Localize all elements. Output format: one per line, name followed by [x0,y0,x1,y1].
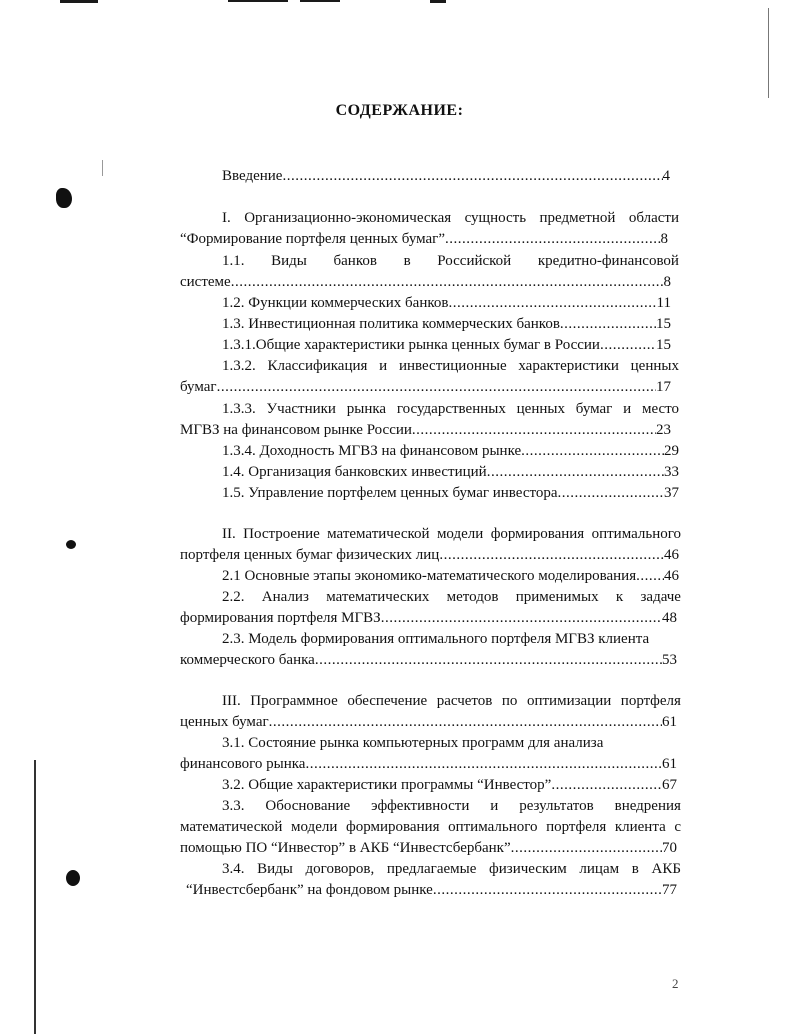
word: формирования [345,819,440,835]
word: лицам [579,861,620,877]
toc-entry-text: 1.2. Функции коммерческих банков [222,295,449,311]
scan-speck-left [102,160,103,176]
toc-entry-3-3-line3 [180,838,677,859]
toc-entry-text: “Инвестсбербанк” на фондовом рынке [186,882,433,898]
toc-entry-text: ценных бумаг [180,714,269,730]
word: области [628,210,679,226]
toc-leader [217,377,656,398]
word: II. [222,526,236,542]
toc-entry-3-3-line2 [180,817,681,838]
word: портфеля [620,693,681,709]
toc-entry-1-3-2-line1 [222,356,679,377]
toc-leader [315,650,662,671]
word: договоров, [305,861,375,877]
toc-leader [439,545,664,566]
toc-page-number: 8 [660,231,668,247]
toc-entry-3-1-line2 [180,754,677,775]
toc-page-number: 67 [662,777,677,793]
word: 1.1. [222,253,245,269]
hole-punch-mark-3 [66,870,80,886]
word: математической [180,819,283,835]
word: 1.3.3. [222,401,256,417]
hole-punch-mark-1 [56,188,72,208]
toc-entry-text: 3.2. Общие характеристики программы “Инвестор” [222,777,552,793]
toc-entry-intro [222,166,670,187]
word: с [674,819,681,835]
word: модели [436,526,484,542]
word: 2.2. [222,589,245,605]
word: кредитно-финансовой [537,253,679,269]
toc-leader [282,166,662,187]
word: Участники [266,401,336,417]
toc-leader [558,483,664,504]
toc-entry-2-3-line2 [180,650,677,671]
toc-leader [551,775,662,796]
word: I. [222,210,231,226]
toc-leader [487,462,664,483]
word: бумаг [575,401,613,417]
word: Обоснование [265,798,351,814]
page-title: СОДЕРЖАНИЕ: [335,102,464,119]
toc-leader [521,441,664,462]
word: государственных [396,401,506,417]
word: характеристики [518,358,619,374]
word: к [615,589,624,605]
toc-entry-2-2-line2 [180,608,677,629]
toc-entry-text: формирования портфеля МГВЗ [180,610,381,626]
word: и [379,358,388,374]
toc-entry-text: 3.1. Состояние рынка компьютерных программ для анализа [222,735,604,751]
word: модели [291,819,338,835]
word: 3.4. [222,861,245,877]
toc-leader [445,229,661,250]
toc-page-number: 53 [662,652,677,668]
toc-entry-3-4-line2 [186,880,677,901]
scan-mark-top-left [60,0,98,3]
word: инвестиционные [398,358,507,374]
toc-entry-1-3-1 [222,335,671,356]
word: место [641,401,679,417]
toc-page-number: 77 [662,882,677,898]
word: результатов [519,798,594,814]
word: физическим [489,861,567,877]
word: задаче [640,589,681,605]
toc-leader [381,608,662,629]
toc-leader [511,838,662,859]
word: Построение [243,526,320,542]
word: применимых [515,589,599,605]
scan-edge-right [768,8,769,98]
toc-section-2-line1 [222,524,681,545]
toc-entry-text: 1.3.1.Общие характеристики рынка ценных бумаг в России [222,337,600,353]
word: математической [327,526,430,542]
toc-page-number: 29 [664,443,679,459]
toc-entry-text: “Формирование портфеля ценных бумаг” [180,231,445,247]
word: ценных [516,401,565,417]
toc-entry-1-3-3-line2 [180,420,671,441]
word: Виды [257,861,293,877]
toc-entry-text: 1.3. Инвестиционная политика коммерческих банков [222,316,560,332]
toc-page-number: 33 [664,464,679,480]
toc-entry-text: финансового рынка [180,756,306,772]
word: 1.3.2. [222,358,256,374]
word: 3.3. [222,798,245,814]
toc-entry-1-4 [222,462,679,483]
word: предметной [539,210,616,226]
toc-entry-2-1 [222,566,679,587]
page-number: 2 [672,976,679,991]
scan-mark-top-center-2 [300,0,340,2]
toc-page-number: 8 [663,274,671,290]
word: в [403,253,411,269]
word: Российской [437,253,512,269]
toc-entry-text: 2.3. Модель формирования оптимального портфеля МГВЗ клиента [222,631,650,647]
word: Организационно-экономическая [244,210,452,226]
word: Анализ [261,589,309,605]
toc-entry-text: МГВЗ на финансовом рынке России [180,422,412,438]
toc-entry-1-3-4 [222,441,679,462]
scan-mark-top-right [430,0,446,3]
toc-entry-2-3-line1 [222,629,679,650]
toc-entry-3-4-line1 [222,859,681,880]
word: оптимального [591,526,681,542]
toc-section-3-line2 [180,712,677,733]
toc-page-number: 70 [662,840,677,856]
toc-entry-text: портфеля ценных бумаг физических лиц [180,547,440,563]
toc-entry-1-3-2-line2 [180,377,671,398]
word: и [490,798,499,814]
toc-leader [433,880,662,901]
toc-entry-1-3 [222,314,671,335]
toc-page-number: 61 [662,714,677,730]
toc-leader [305,754,662,775]
word: портфеля [546,819,607,835]
word: внедрения [614,798,681,814]
toc-page-number: 15 [656,316,671,332]
toc-page-number: 46 [664,547,679,563]
word: формирования [490,526,585,542]
toc-leader [448,293,656,314]
toc-page-number: 48 [662,610,677,626]
word: в [631,861,639,877]
word: Программное [250,693,338,709]
word: эффективности [371,798,470,814]
word: клиента [614,819,666,835]
toc-leader [560,314,656,335]
toc-entry-1-1-line1 [222,251,679,272]
word: Виды [271,253,307,269]
toc-leader [412,420,656,441]
toc-entry-text: бумаг [180,379,217,395]
word: АКБ [651,861,681,877]
toc-page-number: 46 [664,568,679,584]
hole-punch-mark-2 [66,540,76,549]
toc-page-number: 61 [662,756,677,772]
toc-leader [636,566,664,587]
toc-entry-text: помощью ПО “Инвестор” в АКБ “Инвестсбербанк” [180,840,511,856]
toc-page-number: 4 [662,168,670,184]
word: сущность [464,210,527,226]
word: методов [446,589,499,605]
toc-section-2-line2 [180,545,679,566]
scan-mark-top-center [228,0,288,2]
toc-entry-text: 2.1 Основные этапы экономико-математического моделирования [222,568,637,584]
toc-page-number: 15 [656,337,671,353]
toc-section-3-line1 [222,691,681,712]
toc-section-1-line1 [222,208,679,229]
toc-entry-text: коммерческого банка [180,652,315,668]
word: III. [222,693,241,709]
toc-leader [600,335,656,356]
word: оптимального [448,819,538,835]
toc-leader [231,272,664,293]
toc-page-number: 11 [656,295,671,311]
word: обеспечение [347,693,428,709]
toc-section-1-line2 [180,229,668,250]
toc-leader [269,712,662,733]
word: ценных [630,358,679,374]
word: оптимизации [526,693,612,709]
toc-entry-text: 1.3.4. Доходность МГВЗ на финансовом рынке [222,443,522,459]
word: расчетов [436,693,493,709]
toc-entry-1-2 [222,293,671,314]
word: Классификация [267,358,368,374]
scan-edge-left [34,760,36,1034]
toc-entry-text: системе [180,274,231,290]
toc-page-number: 17 [656,379,671,395]
toc-entry-3-2 [222,775,677,796]
toc-entry-1-1-line2 [180,272,671,293]
toc-page-number: 23 [656,422,671,438]
toc-entry-1-5 [222,483,679,504]
toc-entry-3-1-line1 [222,733,679,754]
word: математических [326,589,430,605]
toc-entry-text: 1.4. Организация банковских инвестиций [222,464,487,480]
word: банков [333,253,377,269]
toc-entry-3-3-line1 [222,796,681,817]
toc-page-number: 37 [664,485,679,501]
toc-entry-text: 1.5. Управление портфелем ценных бумаг инвестора [222,485,558,501]
toc-entry-1-3-3-line1 [222,399,679,420]
word: предлагаемые [386,861,477,877]
word: по [501,693,518,709]
toc-entry-2-2-line1 [222,587,681,608]
word: рынка [346,401,387,417]
toc-entry-text: Введение [222,168,283,184]
word: и [623,401,632,417]
